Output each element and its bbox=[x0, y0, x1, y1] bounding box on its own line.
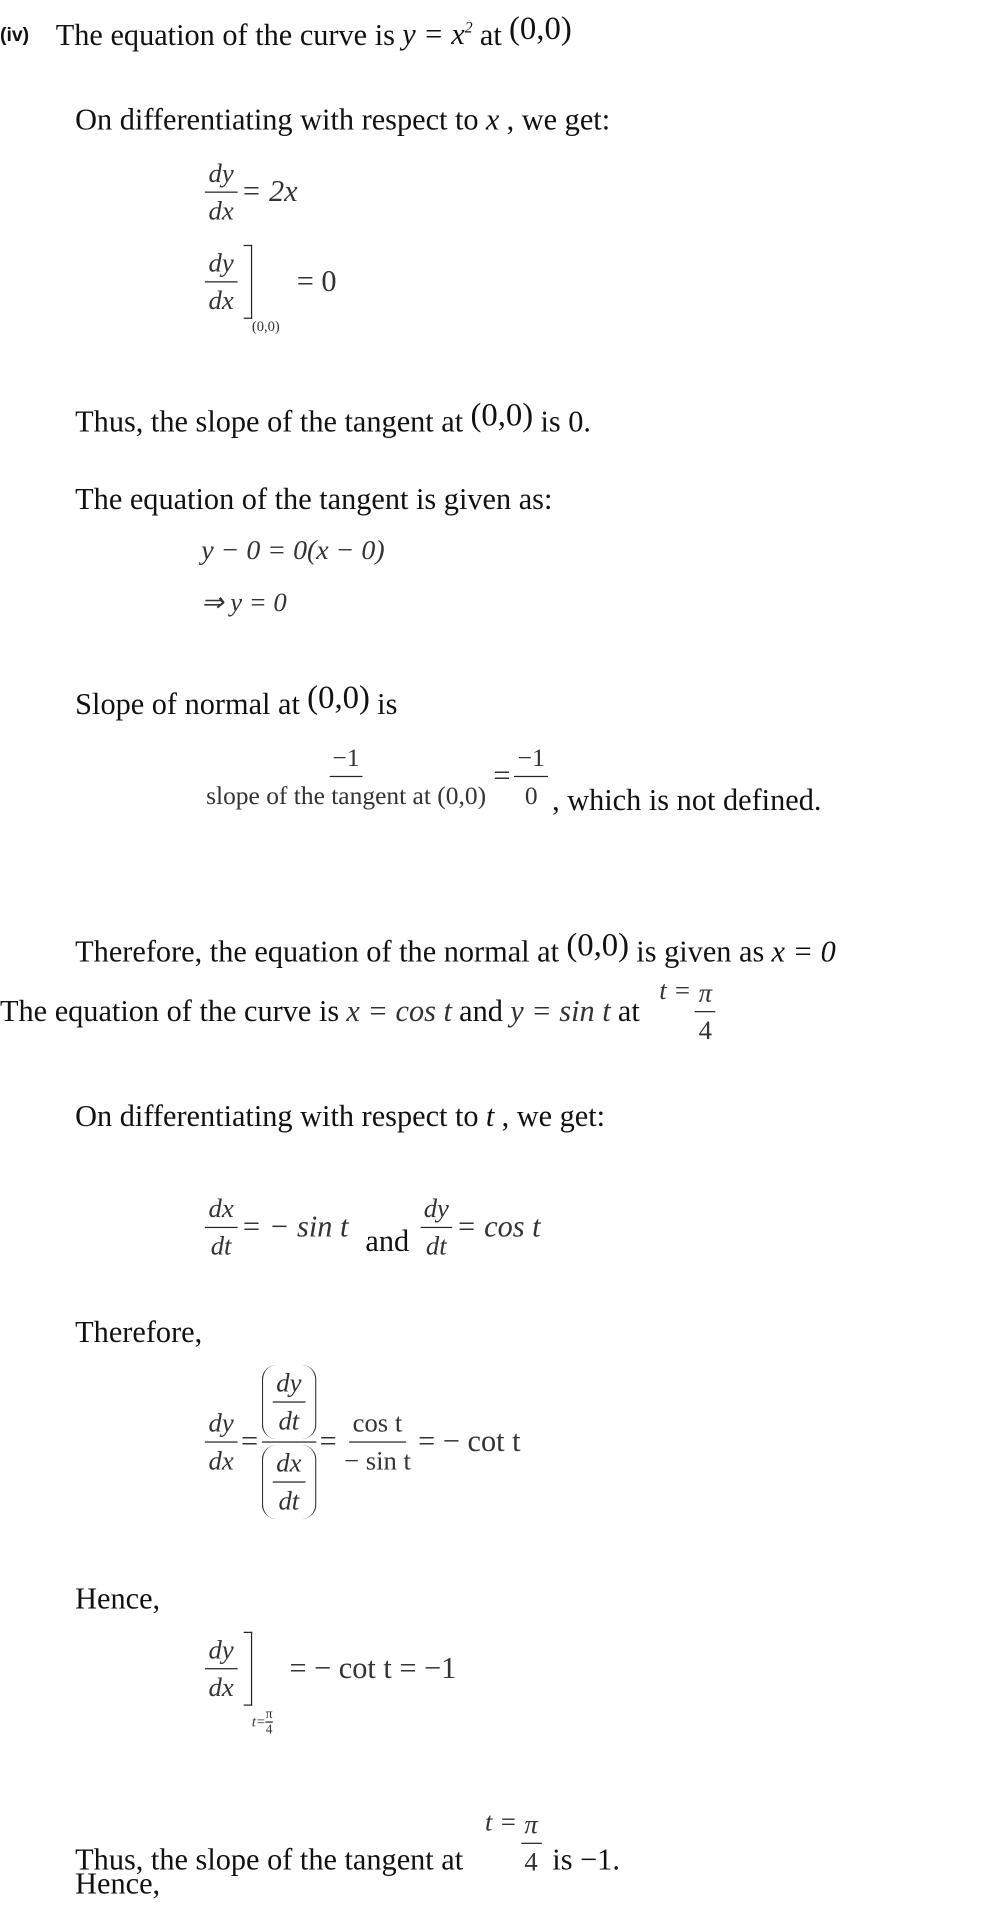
text: Hence, bbox=[75, 1583, 161, 1616]
normal-equation-line bbox=[75, 926, 843, 971]
text: at bbox=[479, 18, 502, 52]
paren bbox=[262, 1445, 316, 1519]
text: is given as bbox=[636, 935, 765, 969]
text: The equation of the tangent is given as: bbox=[75, 483, 553, 517]
denominator: dx bbox=[208, 284, 234, 316]
tangent-equation-heading bbox=[75, 484, 552, 518]
denominator: 4 bbox=[265, 1722, 273, 1738]
eq-text: y = x bbox=[402, 18, 465, 52]
fraction bbox=[514, 740, 548, 814]
equals: = bbox=[493, 759, 511, 793]
numerator: dy bbox=[273, 1365, 305, 1403]
text: Hence, bbox=[75, 1868, 161, 1901]
equation: x = 0 bbox=[771, 935, 836, 969]
equation: x = cos t bbox=[346, 994, 452, 1028]
evaluation-bracket bbox=[201, 1632, 273, 1738]
numerator: dy bbox=[205, 1632, 237, 1670]
text: Therefore, the equation of the normal at bbox=[75, 935, 560, 969]
hence-line bbox=[75, 1583, 160, 1617]
denominator bbox=[262, 1443, 316, 1522]
fraction bbox=[205, 155, 237, 229]
denominator: dx bbox=[208, 1445, 234, 1476]
text: at bbox=[617, 994, 640, 1028]
rhs: = cos t bbox=[456, 1210, 541, 1244]
text: Thus, the slope of the tangent at bbox=[75, 1843, 464, 1877]
fraction bbox=[205, 1190, 237, 1264]
derivative-equation bbox=[201, 155, 297, 229]
differentiate-t-line bbox=[75, 1101, 605, 1135]
fraction bbox=[202, 740, 489, 814]
rhs: = − sin t bbox=[240, 1210, 349, 1244]
text: is bbox=[377, 687, 398, 721]
denominator: 4 bbox=[698, 1014, 712, 1046]
denominator: dt bbox=[278, 1405, 300, 1436]
text: The equation of the curve is bbox=[55, 18, 395, 52]
tangent-slope-line bbox=[75, 396, 591, 442]
variable: t bbox=[485, 1100, 495, 1134]
fraction bbox=[205, 1632, 237, 1706]
curve-statement-2 bbox=[0, 975, 719, 1049]
text: Slope of normal at bbox=[75, 687, 300, 721]
numerator: π bbox=[521, 1806, 542, 1844]
equation: y = sin t bbox=[510, 994, 611, 1028]
numerator: dy bbox=[420, 1190, 452, 1228]
paren bbox=[262, 1365, 316, 1439]
fraction bbox=[205, 245, 237, 319]
fraction bbox=[205, 1405, 237, 1479]
text: On differentiating with respect to bbox=[75, 1100, 479, 1134]
compound-fraction bbox=[262, 1363, 316, 1522]
denominator: 0 bbox=[524, 780, 538, 810]
numerator: cos t bbox=[349, 1405, 406, 1443]
numerator: dx bbox=[205, 1190, 237, 1228]
text: , which is not defined. bbox=[552, 784, 822, 818]
rhs: = − cot t bbox=[418, 1425, 521, 1458]
denominator: dt bbox=[210, 1230, 232, 1261]
equals: = bbox=[240, 1425, 259, 1458]
point: (0,0) bbox=[470, 396, 534, 433]
subscript bbox=[252, 1707, 273, 1737]
normal-slope-equation bbox=[199, 740, 822, 818]
denominator: dt bbox=[425, 1230, 447, 1261]
equation bbox=[402, 19, 472, 53]
tangent-result bbox=[201, 587, 287, 619]
numerator: dy bbox=[205, 155, 237, 193]
exponent: 2 bbox=[464, 18, 473, 37]
bracket bbox=[243, 245, 251, 319]
denominator: − sin t bbox=[343, 1445, 411, 1476]
text: On differentiating with respect to bbox=[75, 104, 479, 137]
variable: x bbox=[485, 104, 500, 137]
text: Thus, the slope of the tangent at bbox=[75, 405, 464, 439]
derivative-at-point bbox=[201, 245, 337, 335]
numerator: dy bbox=[205, 1405, 237, 1443]
text: is 0. bbox=[540, 405, 591, 439]
tangent-equation bbox=[201, 535, 384, 567]
bracket bbox=[243, 1632, 251, 1706]
point: (0,0) bbox=[566, 926, 630, 963]
text: and bbox=[459, 994, 503, 1028]
chain-rule-equation bbox=[201, 1363, 520, 1522]
fraction bbox=[420, 1190, 452, 1264]
therefore-line bbox=[75, 1317, 202, 1351]
equation: y − 0 = 0(x − 0) bbox=[201, 534, 385, 565]
rhs: = 2x bbox=[240, 175, 298, 208]
numerator: −1 bbox=[330, 740, 362, 778]
fraction bbox=[695, 975, 716, 1049]
fraction bbox=[273, 1365, 305, 1439]
fraction bbox=[273, 1445, 305, 1519]
point: (0,0) bbox=[307, 678, 370, 716]
equation: t = bbox=[484, 1806, 518, 1837]
hence-line-2 bbox=[75, 1868, 160, 1902]
text: , we get: bbox=[506, 104, 611, 137]
rhs: = − cot t = −1 bbox=[289, 1651, 457, 1685]
differentiate-x-line bbox=[75, 104, 610, 138]
evaluation-bracket bbox=[201, 245, 280, 335]
text: and bbox=[365, 1225, 410, 1259]
equation: t = bbox=[659, 974, 692, 1005]
equals: = bbox=[319, 1425, 337, 1458]
numerator: dy bbox=[205, 245, 237, 283]
numerator: π bbox=[265, 1706, 273, 1722]
equation: ⇒ y = 0 bbox=[201, 586, 287, 618]
text: Therefore, bbox=[75, 1316, 203, 1350]
sub-var: t= bbox=[251, 1712, 266, 1730]
part-label: (iv) bbox=[0, 24, 30, 46]
text: The equation of the curve is bbox=[0, 994, 340, 1028]
denominator: 4 bbox=[524, 1846, 538, 1877]
text: , we get: bbox=[501, 1100, 606, 1134]
fraction bbox=[521, 1806, 542, 1880]
normal-slope-line bbox=[75, 678, 398, 724]
numerator: dx bbox=[273, 1445, 305, 1483]
denominator: dt bbox=[278, 1485, 300, 1516]
rhs: = 0 bbox=[296, 264, 337, 298]
fraction bbox=[266, 1707, 273, 1737]
curve-statement-1 bbox=[0, 9, 579, 55]
parametric-derivatives bbox=[201, 1190, 540, 1264]
numerator: π bbox=[695, 975, 716, 1013]
subscript: (0,0) bbox=[251, 317, 280, 335]
denominator: dx bbox=[208, 195, 234, 226]
fraction bbox=[340, 1405, 414, 1479]
denominator: dx bbox=[208, 1671, 234, 1703]
slope-at-t bbox=[201, 1632, 457, 1738]
text: is −1. bbox=[552, 1843, 620, 1877]
denominator: slope of the tangent at (0,0) bbox=[206, 780, 487, 810]
numerator: −1 bbox=[514, 740, 548, 778]
point: (0,0) bbox=[509, 9, 572, 47]
numerator bbox=[262, 1363, 316, 1443]
